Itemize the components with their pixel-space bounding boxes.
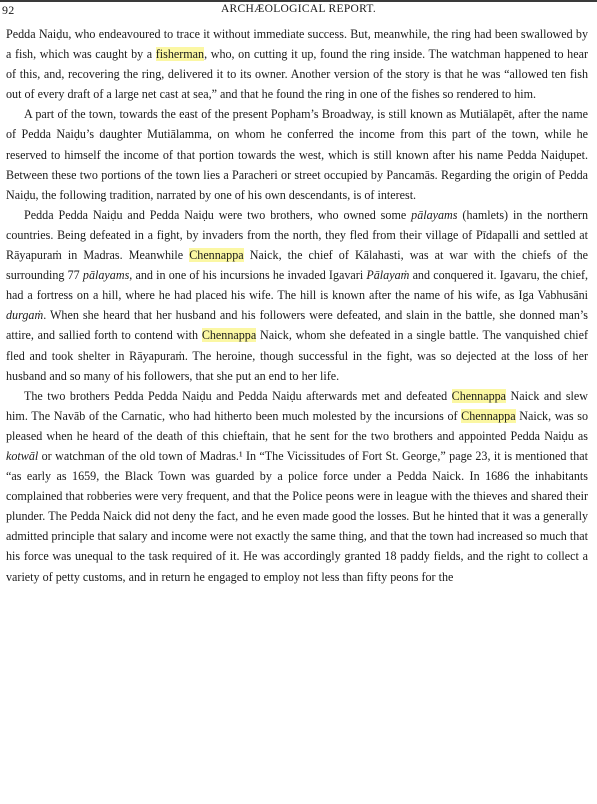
paragraph-text: , who, on cutting it up, found the ring inside. The watchman happened to hear of this, and, recovering the ring, delivered it to its owner. Another version of the story is that he was “allowed ten fish out of every draft of a large net cast at sea,” and that he found the ring in one of the fishes so rendered to him. [6, 47, 588, 102]
paragraph-text: . When she heard that her husband and his followers were defeated, and slain in the battle, she donned man’s attire, and sallied forth to contend with [6, 308, 588, 343]
italic-term: pālayams [411, 207, 458, 222]
paragraph-text: and conquered it. Igavaru, the chief, had a fortress on a hill, where he had placed his wife. The hill is known after the name of his wife, as Iga Vabhusāni [6, 268, 588, 303]
italic-term: durgaṁ [6, 308, 44, 323]
italic-term: pālayams [82, 268, 130, 283]
paragraph-text: Pedda Naiḍu, who endeavoured to trace it without immediate success. But, meanwhile, the ring had been swallowed by a fish, which was caught by a [6, 27, 588, 62]
paragraph-text: Naick, the chief of Kālahasti, was at war with the chiefs of the surrounding 77 [6, 248, 588, 283]
paragraph-text: , and in one of his incursions he invaded Igavari [129, 268, 367, 283]
paragraph-text: Pedda Pedda Naiḍu and Pedda Naiḍu were two brothers, who owned some [24, 207, 412, 222]
paragraph-text: Naick and slew him. The Navāb of the Carnatic, who had hitherto been much molested by the incursions of [6, 388, 588, 423]
page-number: 92 [2, 3, 15, 17]
highlighted-term: Chennappa [201, 328, 257, 343]
page-top-edge [0, 0, 597, 2]
paragraph-text: Naick, whom she defeated in a single battle. The vanquished chief fled and took shelter in Rāyapuraṁ. The heroine, though successful in the fight, was so dejected at the loss of her husband and so many of his followers, that she put an end to her life. [6, 328, 588, 383]
italic-term: Pālayaṁ [366, 268, 410, 283]
italic-term: kotwāl [6, 448, 39, 463]
paragraph [6, 104, 588, 204]
paragraph-text: Naick, was so pleased when he heard of the death of this chieftain, that he sent for the two brothers and appointed Pedda Naiḍu as [6, 408, 588, 443]
paragraph [6, 24, 588, 104]
highlighted-term: Chennappa [461, 408, 516, 423]
highlighted-term: Chennappa [189, 248, 244, 263]
highlighted-term: Chennappa [451, 388, 507, 403]
page-header [0, 3, 597, 19]
highlighted-term: fisherman [155, 47, 205, 62]
paragraph-text: (hamlets) in the northern countries. Being defeated in a fight, by invaders from the north, they fled from their village of Pīdapalli and settled at Rāyapuraṁ in Madras. Meanwhile [6, 207, 588, 263]
paragraph [6, 386, 588, 587]
paragraph-text: or watchman of the old town of Madras.¹ In “The Vicissitudes of Fort St. George,” page 23, it is mentioned that “as early as 1659, the Black Town was guarded by a police force under a Pedda Naick. In 1686 the inhabitants complained that robberies were very frequent, and that the Police peons were in league with the thieves and shared their plunder. The Pedda Naick did not deny the fact, and he even made good the losses. But he hinted that it was a generally admitted principle that salary and income were not exactly the same thing, and that the town had increased so much that his force was unequal to the task required of it. He was accordingly granted 18 paddy fields, and the right to collect a variety of petty customs, and in return he engaged to employ not less than fifty peons for the [6, 448, 588, 584]
paragraph [6, 205, 588, 386]
paragraph-text: The two brothers Pedda Pedda Naiḍu and Pedda Naiḍu afterwards met and defeated [24, 388, 452, 403]
body-text [6, 24, 588, 587]
paragraph-text: A part of the town, towards the east of the present Popham’s Broadway, is still known as Mutiālapēt, after the name of Pedda Naiḍu’s daughter Mutiālamma, on whom he conferred the income from this part of the town, while he reserved to himself the income of that portion towards the west, which is still known after his name Pedda Naiḍupet. Between these two portions of the town lies a Paracheri or street occupied by Pancamās. Regarding the origin of Pedda Naiḍu, the following tradition, narrated by one of his own descendants, is of interest. [6, 107, 588, 202]
running-head: ARCHÆOLOGICAL REPORT. [220, 3, 377, 15]
